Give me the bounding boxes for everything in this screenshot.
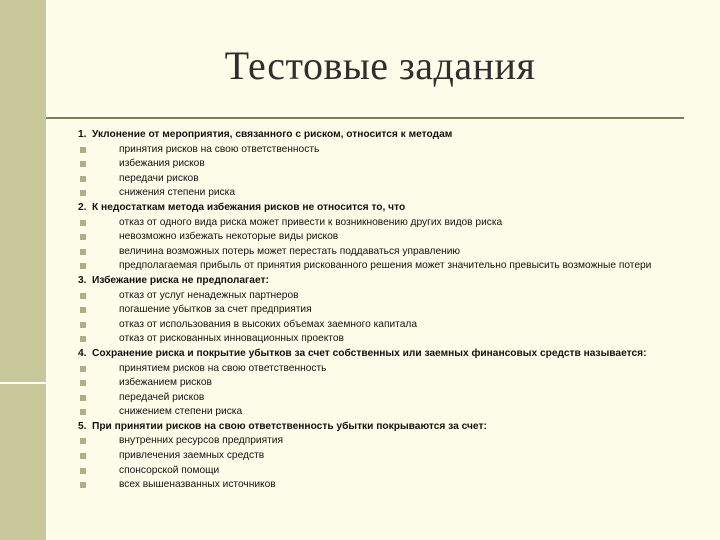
answer-option [78,186,688,201]
square-bullet-icon [80,336,86,342]
title-divider [46,117,684,119]
square-bullet-icon [80,380,86,386]
answer-option [78,303,688,318]
answer-option-text: принятия рисков на свою ответственность [119,143,320,155]
square-bullet-icon [80,366,86,372]
answer-option-text: внутренних ресурсов предприятия [119,435,284,447]
question-text: Сохранение риска и покрытие убытков за счет собственных или заемных финансовых средств называется: [92,347,647,359]
answer-option [78,259,688,274]
answer-option [78,216,688,231]
answer-option [78,449,688,464]
answer-option-text: спонсорской помощи [119,464,220,476]
answer-option [78,478,688,493]
question-text: Избежание риска не предполагает: [92,274,269,286]
answer-option-text: отказ от рискованных инновационных проектов [119,333,344,345]
answer-option-text: всех вышеназванных источников [119,479,276,491]
answer-option-text: снижения степени риска [119,187,235,199]
square-bullet-icon [80,293,86,299]
answer-option-text: передачи рисков [119,172,199,184]
answer-option-text: предполагаемая прибыль от принятия рискованного решения может значительно превысить возможные потери [119,260,652,272]
question-number: 2. [78,201,87,213]
answer-option [78,245,688,260]
question-4 [78,347,688,362]
answer-option [78,157,688,172]
left-decor-stripe [46,0,48,540]
square-bullet-icon [80,190,86,196]
square-bullet-icon [80,468,86,474]
answer-option [78,464,688,479]
square-bullet-icon [80,322,86,328]
left-decor-band [0,0,46,540]
square-bullet-icon [80,453,86,459]
square-bullet-icon [80,234,86,240]
question-number: 3. [78,274,87,286]
answer-option-text: избежанием рисков [119,377,212,389]
square-bullet-icon [80,438,86,444]
square-bullet-icon [80,395,86,401]
question-number: 5. [78,420,87,432]
answer-option [78,143,688,158]
answer-option-text: невозможно избежать некоторые виды рисков [119,231,339,243]
answer-option [78,332,688,347]
answer-option [78,434,688,449]
slide-title: Тестовые задания [224,43,536,88]
test-questions [78,128,688,493]
square-bullet-icon [80,249,86,255]
answer-option-text: отказ от услуг ненадежных партнеров [119,289,299,301]
question-2 [78,201,688,216]
answer-option-text: величина возможных потерь может перестать поддаваться управлению [119,245,461,257]
answer-option [78,172,688,187]
answer-option-text: снижением степени риска [119,406,243,418]
square-bullet-icon [80,482,86,488]
left-decor-mark [0,382,46,384]
answer-option-text: избежания рисков [119,158,205,170]
square-bullet-icon [80,161,86,167]
answer-option [78,362,688,377]
square-bullet-icon [80,307,86,313]
question-3 [78,274,688,289]
answer-option [78,391,688,406]
question-1 [78,128,688,143]
answer-option [78,376,688,391]
question-text: К недостаткам метода избежания рисков не относится то, что [92,201,406,213]
question-5 [78,420,688,435]
square-bullet-icon [80,409,86,415]
question-text: Уклонение от мероприятия, связанного с риском, относится к методам [92,129,453,140]
answer-option [78,230,688,245]
square-bullet-icon [80,263,86,269]
answer-option [78,318,688,333]
answer-option-text: передачей рисков [119,391,205,403]
question-text: При принятии рисков на свою ответственность убытки покрываются за счет: [92,420,487,432]
answer-option-text: отказ от одного вида риска может привести к возникновению других видов риска [119,216,503,228]
answer-option [78,289,688,304]
answer-option-text: погашение убытков за счет предприятия [119,304,312,316]
question-number: 4. [78,347,87,359]
answer-option-text: привлечения заемных средств [119,450,265,462]
answer-option-text: отказ от использования в высоких объемах заемного капитала [119,318,418,330]
square-bullet-icon [80,147,86,153]
square-bullet-icon [80,220,86,226]
square-bullet-icon [80,176,86,182]
question-number: 1. [78,129,87,140]
answer-option-text: принятием рисков на свою ответственность [119,362,327,374]
answer-option [78,405,688,420]
